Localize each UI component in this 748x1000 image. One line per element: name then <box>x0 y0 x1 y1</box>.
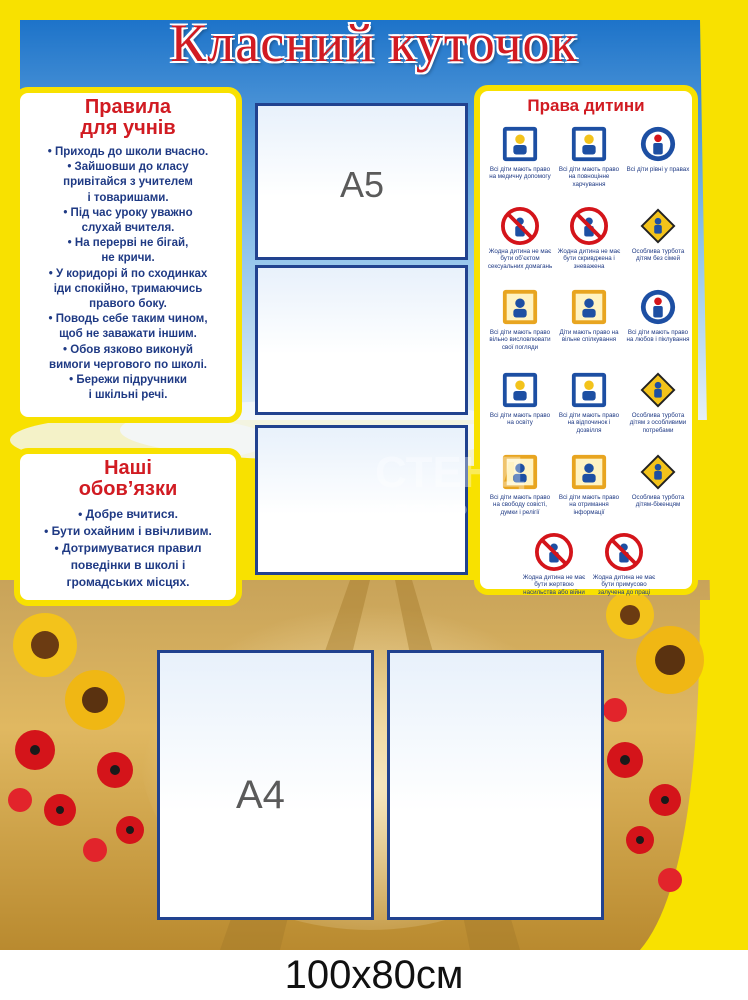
right-item <box>486 207 554 270</box>
rule-item: привітайся з учителем <box>63 176 193 189</box>
medical-care-icon <box>501 125 539 163</box>
a4-pocket-right <box>387 650 604 920</box>
equal-rights-icon <box>639 125 677 163</box>
right-item <box>590 533 658 596</box>
rule-item: правого боку. <box>89 298 167 311</box>
right-item <box>624 453 692 509</box>
leisure-icon <box>570 371 608 409</box>
rule-item: вимоги чергового по школі. <box>49 358 207 371</box>
right-caption: Особлива турбота дітям без сімей <box>631 248 685 263</box>
right-caption: Всі діти мають право на відпочинок і дозвілля <box>558 412 620 434</box>
no-war-icon <box>535 533 573 571</box>
watermark-line1: СТЕНД <box>375 448 526 497</box>
duty-item: • Дотримуватися правил <box>54 541 202 555</box>
rights-panel <box>474 85 698 595</box>
right-item <box>486 125 554 181</box>
right-caption: Особлива турбота дітям з особливими потребами <box>629 412 687 434</box>
a4-label: А4 <box>236 773 285 817</box>
a4-pocket-left <box>157 650 374 920</box>
right-item <box>555 125 623 188</box>
right-caption: Всі діти мають право на повноцінне харчування <box>558 166 620 188</box>
right-caption: Всі діти мають право на медичну допомогу <box>489 166 551 181</box>
rights-heading: Права дитини <box>527 96 645 115</box>
size-caption: 100х80см <box>284 953 464 997</box>
duty-item: поведінки в школі і <box>70 558 186 572</box>
right-caption: Жодна дитина не має бути скривджена і зневажена <box>557 248 621 270</box>
a5-pocket-1 <box>255 103 468 260</box>
communication-icon <box>570 288 608 326</box>
rule-item: • Обов язково виконуй <box>63 343 193 356</box>
duties-panel <box>14 448 242 606</box>
watermark-line2: ДЛЯ ОР <box>375 500 468 527</box>
right-caption: Жодна дитина не має бути жертвою насильства або війни <box>522 574 586 596</box>
right-item <box>555 453 623 516</box>
rule-item: • На перерві не бігай, <box>67 237 189 250</box>
duties-list <box>20 506 236 591</box>
rule-item: іди спокійно, тримаючись <box>53 282 203 295</box>
rules-list <box>20 145 236 403</box>
right-caption: Особлива турбота дітям-біженцям <box>631 494 685 509</box>
rule-item: і товаришами. <box>87 191 169 204</box>
right-caption: Всі діти мають право вільно висловлювати свої погляди <box>489 329 551 351</box>
education-icon <box>501 371 539 409</box>
nutrition-icon <box>570 125 608 163</box>
rules-heading-line1: Правила <box>84 96 172 118</box>
duty-item: громадських місцях. <box>66 575 190 589</box>
duties-heading <box>20 458 236 500</box>
right-item <box>624 207 692 263</box>
disability-care-icon <box>639 371 677 409</box>
a5-label: А5 <box>340 164 385 205</box>
right-item <box>486 371 554 427</box>
duties-heading-line1: Наші <box>104 457 152 479</box>
right-caption: Жодна дитина не має бути об’єктом сексуальних домагань <box>487 248 553 270</box>
duties-heading-line2: обов’язки <box>78 478 178 500</box>
watermark-line3: ТА ПІД <box>375 530 454 557</box>
right-caption: Жодна дитина не має бути примусово залучена до праці <box>592 574 656 596</box>
right-item <box>555 207 623 270</box>
no-abuse-icon <box>501 207 539 245</box>
rule-item: • Під час уроку уважно <box>63 206 193 219</box>
right-item <box>520 533 588 596</box>
rule-item: не кричи. <box>101 252 155 265</box>
right-caption: Всі діти рівні у правах <box>626 166 690 173</box>
love-care-icon <box>639 288 677 326</box>
right-caption: Всі діти мають право на свободу совісті, думки і релігії <box>489 494 551 516</box>
rule-item: • Поводь себе таким чином, <box>48 313 208 326</box>
no-violence-icon <box>570 207 608 245</box>
right-caption: Всі діти мають право на отримання інформації <box>558 494 620 516</box>
right-caption: Діти мають право на вільне спілкування <box>559 329 619 344</box>
rule-item: • Приходь до школи вчасно. <box>47 146 209 158</box>
board-title: Класний куточок <box>170 13 578 73</box>
duty-item: • Бути охайним і ввічливим. <box>44 524 212 538</box>
right-caption: Всі діти мають право на освіту <box>489 412 551 427</box>
rule-item: і шкільні речі. <box>88 389 168 402</box>
right-item <box>624 125 692 173</box>
rule-item: щоб не заважати іншим. <box>59 328 197 341</box>
rule-item: • У коридорі й по сходинках <box>48 267 208 280</box>
no-child-labor-icon <box>605 533 643 571</box>
rule-item: • Зайшовши до класу <box>67 161 189 174</box>
rules-panel <box>14 87 242 423</box>
right-item <box>624 288 692 344</box>
rule-item: слухай вчителя. <box>81 222 175 235</box>
right-item <box>555 371 623 434</box>
duty-item: • Добре вчитися. <box>78 507 178 521</box>
rules-heading <box>20 97 236 139</box>
refugee-care-icon <box>639 453 677 491</box>
information-icon <box>570 453 608 491</box>
orphan-care-icon <box>639 207 677 245</box>
rules-heading-line2: для учнів <box>80 117 176 139</box>
right-item <box>624 371 692 434</box>
right-item <box>555 288 623 344</box>
a5-pocket-2 <box>255 265 468 415</box>
rule-item: • Бережи підручники <box>69 374 187 387</box>
right-item <box>486 288 554 351</box>
free-speech-icon <box>501 288 539 326</box>
right-caption: Всі діти мають право на любов і піклування <box>626 329 690 344</box>
